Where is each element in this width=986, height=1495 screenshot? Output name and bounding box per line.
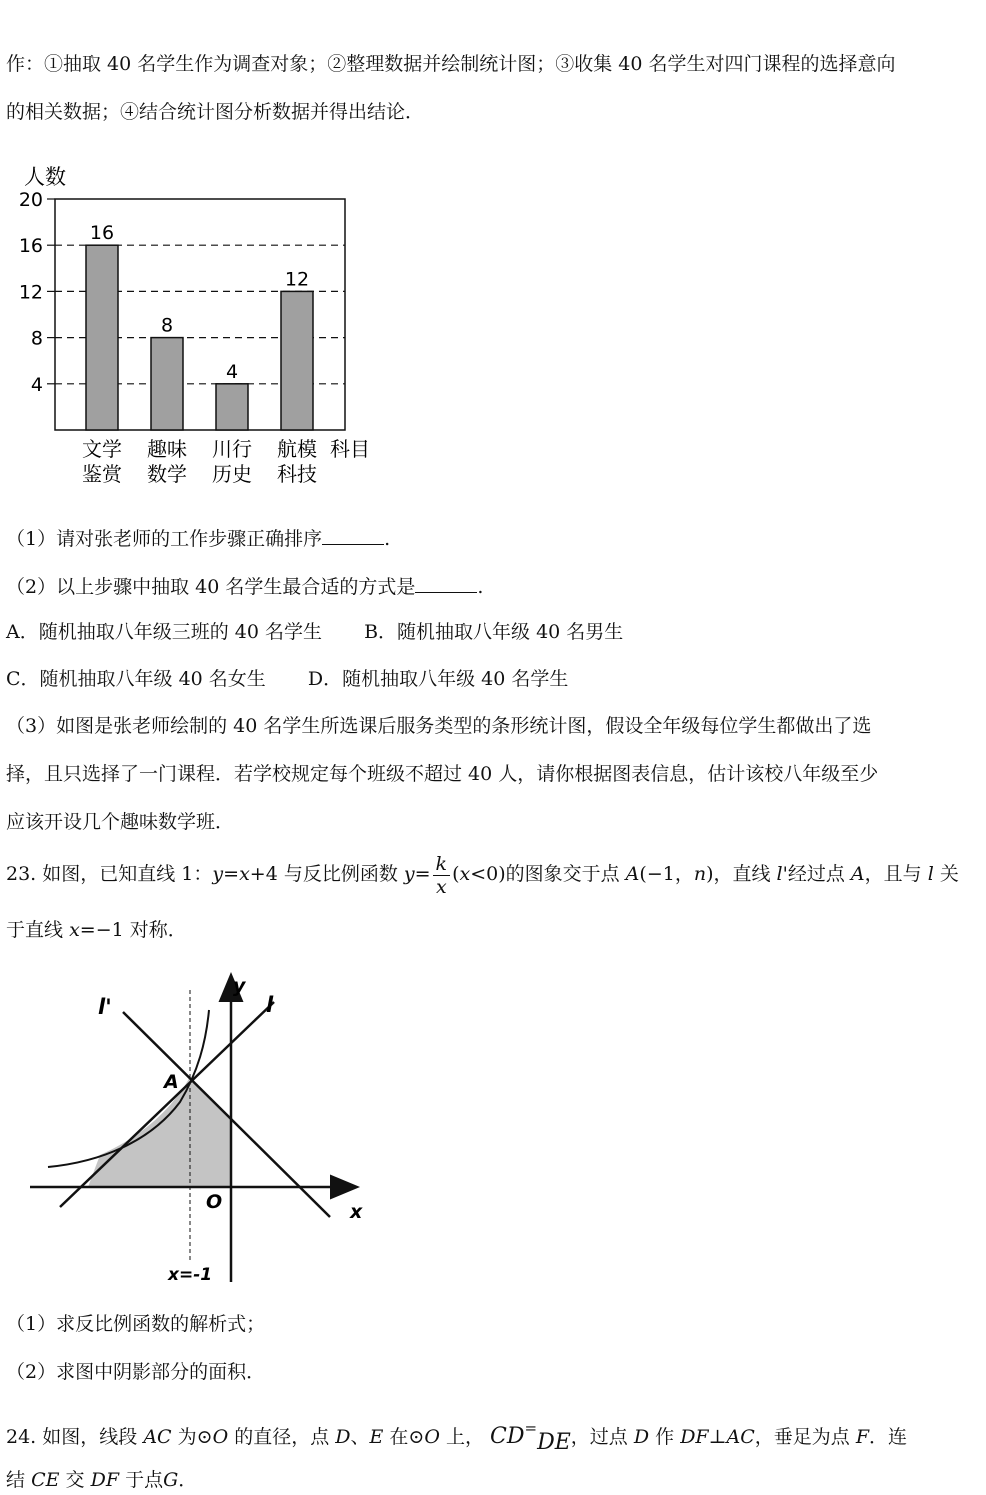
var: CE — [31, 1469, 60, 1491]
var: y — [403, 863, 415, 885]
options-ab — [6, 620, 623, 644]
bar-value-label: 16 — [89, 222, 115, 245]
var: DF — [680, 1426, 709, 1448]
answer-blank-2[interactable] — [415, 574, 477, 593]
var: F — [855, 1426, 870, 1448]
p22-q3-line2: 择，且只选择了一门课程．若学校规定每个班级不超过 40 人，请你根据图表信息，估计该校八年级至少 — [6, 763, 879, 785]
label-x-eq-neg1: x=-1 — [168, 1265, 213, 1285]
var: n — [693, 863, 707, 885]
shaded-region — [88, 1077, 231, 1187]
y-tick-label: 12 — [18, 281, 43, 304]
category-label: 川行 — [212, 437, 252, 461]
var: AC — [726, 1426, 755, 1448]
var: y — [212, 863, 224, 885]
text: ． — [178, 1469, 198, 1491]
period: . — [477, 576, 484, 598]
text: 上， — [445, 1426, 484, 1448]
bar — [216, 384, 248, 430]
bar — [86, 245, 118, 430]
chart-xlabel: 科目 — [330, 437, 370, 461]
label-a: A — [164, 1071, 179, 1093]
options-cd — [6, 667, 568, 691]
p22-line1: 作：①抽取 40 名学生作为调查对象；②整理数据并绘制统计图；③收集 40 名学生对四门课程的选择意向 — [6, 53, 896, 75]
category-label: 鉴赏 — [82, 462, 122, 486]
p24-line1 — [6, 1410, 907, 1461]
bar — [151, 338, 183, 430]
text: ( — [452, 863, 460, 885]
p23-text: 如图，已知直线 1： — [42, 863, 213, 885]
arc-de: DE — [537, 1430, 571, 1455]
p23-line2 — [6, 918, 187, 942]
text: 在⊙ — [389, 1426, 425, 1448]
text: ，过点 — [570, 1426, 628, 1448]
option-b: B．随机抽取八年级 40 名男生 — [364, 621, 624, 643]
period: . — [384, 528, 391, 550]
var: l — [927, 863, 934, 885]
option-d: D．随机抽取八年级 40 名学生 — [307, 668, 569, 690]
text: 作 — [655, 1426, 675, 1448]
p22-q3-line3: 应该开设几个趣味数学班． — [6, 811, 235, 833]
y-tick-label: 16 — [18, 235, 43, 258]
var: G — [163, 1469, 179, 1491]
p22-line2: 的相关数据；④结合统计图分析数据并得出结论． — [6, 101, 425, 123]
p22-q3-line1: （3）如图是张老师绘制的 40 名学生所选课后服务类型的条形统计图，假设全年级每位学生都做出了选 — [6, 715, 872, 737]
p22-q2: （2）以上步骤中抽取 40 名学生最合适的方式是 — [6, 576, 416, 598]
y-tick-label: 4 — [30, 373, 43, 396]
text: 关 — [939, 863, 959, 885]
text: 于直线 — [6, 919, 64, 941]
category-label: 文学 — [82, 437, 122, 461]
bar-value-label: 12 — [284, 268, 310, 291]
var: x — [69, 919, 80, 941]
text: 经过点 — [787, 863, 845, 885]
p22-q2-line — [6, 574, 483, 599]
text: 于点 — [125, 1469, 164, 1491]
var: D — [633, 1426, 650, 1448]
text: = — [524, 1419, 538, 1437]
category-label: 历史 — [212, 462, 252, 486]
var: O — [212, 1426, 229, 1448]
text: 为⊙ — [177, 1426, 213, 1448]
option-c: C．随机抽取八年级 40 名女生 — [6, 668, 266, 690]
frac-num: k — [433, 853, 451, 876]
category-label: 趣味 — [147, 437, 187, 461]
p23-number: 23. — [6, 863, 37, 885]
p23-line1 — [6, 850, 959, 898]
text: (−1， — [639, 863, 694, 885]
y-tick-label: 20 — [18, 189, 43, 211]
text: <0)的图象交于点 — [470, 863, 620, 885]
label-l-prime: l' — [98, 995, 112, 1019]
text: 结 — [6, 1469, 26, 1491]
text: ⊥ — [708, 1426, 727, 1448]
var: x — [459, 863, 471, 885]
text: 交 — [65, 1469, 85, 1491]
text: 如图，线段 — [42, 1426, 138, 1448]
category-label: 科技 — [277, 462, 317, 486]
p23-q2: （2）求图中阴影部分的面积． — [6, 1361, 266, 1383]
answer-blank-1[interactable] — [322, 526, 384, 545]
text: 、 — [350, 1426, 370, 1448]
p22-q1-line — [6, 526, 390, 551]
bar-value-label: 4 — [225, 360, 239, 383]
arc-cd: CD — [490, 1424, 525, 1449]
p22-q1: （1）请对张老师的工作步骤正确排序 — [6, 528, 323, 550]
text: = — [223, 863, 240, 885]
var: x — [239, 863, 250, 885]
label-l: l — [266, 993, 274, 1017]
var: A — [850, 863, 865, 885]
var: DF — [90, 1469, 120, 1491]
bar — [281, 291, 313, 430]
text: = — [414, 863, 431, 885]
category-label: 数学 — [147, 462, 187, 486]
y-tick-label: 8 — [30, 327, 43, 350]
fraction-k-over-x — [433, 853, 451, 898]
var: E — [369, 1426, 384, 1448]
text: ，垂足为点 — [754, 1426, 850, 1448]
text: 的直径，点 — [234, 1426, 330, 1448]
option-a: A．随机抽取八年级三班的 40 名学生 — [6, 621, 322, 643]
chart-ylabel: 人数 — [24, 165, 66, 189]
function-graph — [20, 972, 400, 1292]
var: l' — [776, 863, 788, 885]
label-x: x — [350, 1201, 363, 1223]
bar-chart — [0, 160, 400, 490]
text: +4 与反比例函数 — [249, 863, 398, 885]
var: O — [424, 1426, 440, 1448]
frac-den: x — [435, 875, 447, 898]
label-o: O — [206, 1191, 223, 1213]
label-y: y — [233, 975, 246, 997]
text: )，直线 — [706, 863, 771, 885]
bar-value-label: 8 — [160, 314, 174, 337]
text: ，且与 — [864, 863, 922, 885]
var: AC — [143, 1426, 172, 1448]
p24-number: 24. — [6, 1426, 37, 1448]
var: A — [625, 863, 640, 885]
text: ．连 — [869, 1426, 908, 1448]
p23-q1: （1）求反比例函数的解析式； — [6, 1313, 266, 1335]
p24-line2 — [6, 1468, 197, 1492]
category-label: 航模 — [277, 437, 317, 461]
text: =−1 对称． — [79, 919, 187, 941]
var: D — [335, 1426, 351, 1448]
